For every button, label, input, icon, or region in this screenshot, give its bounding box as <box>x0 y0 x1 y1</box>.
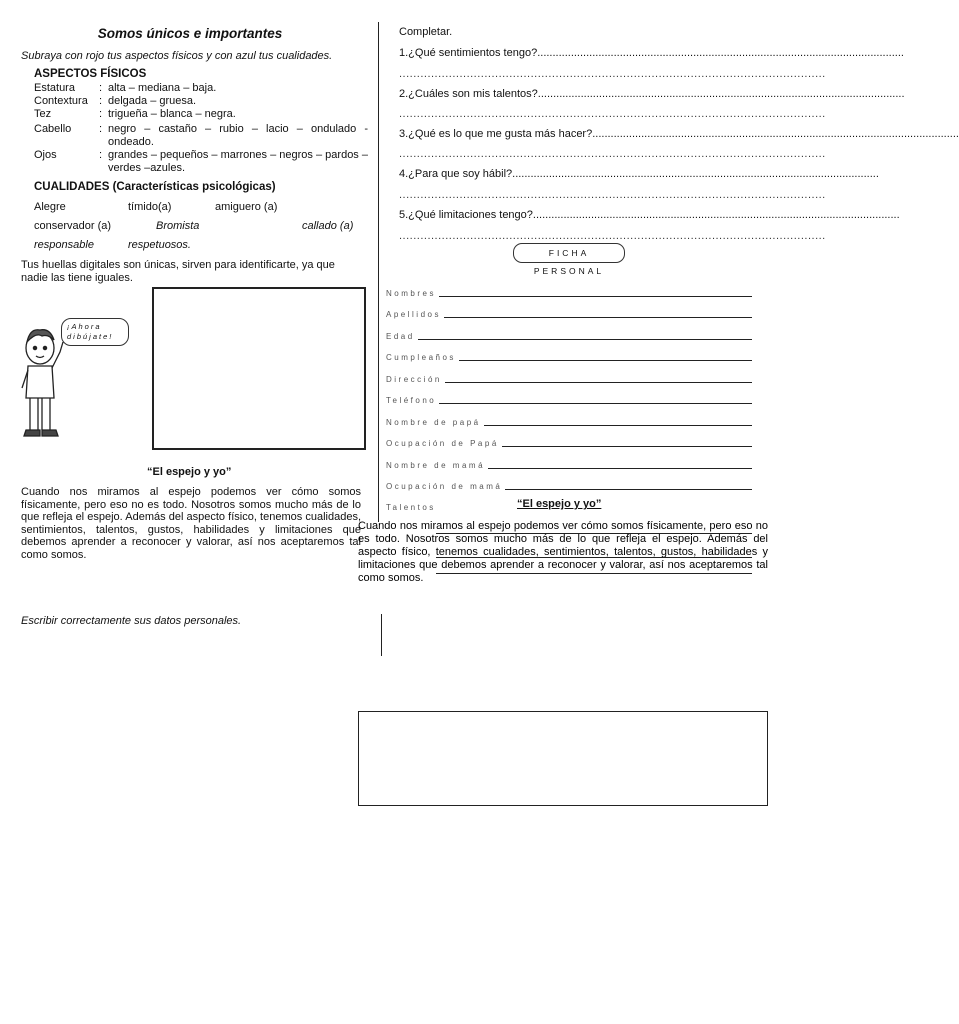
overlap-line <box>436 557 752 558</box>
aspect-row: Ojos : grandes – pequeños – marrones – negros – pardos – verdes –azules. <box>34 149 368 174</box>
mirror-title: “El espejo y yo” <box>147 466 232 478</box>
quality-item: Alegre <box>34 201 66 213</box>
field-label: Apellidos <box>386 310 444 319</box>
field-label: Cumpleaños <box>386 353 459 362</box>
speech-bubble <box>61 318 129 346</box>
question-dots: ........................................................................................................................ <box>537 47 904 59</box>
aspect-value: trigueña – blanca – negra. <box>108 108 236 120</box>
field-ocupacion-papa[interactable] <box>386 434 752 448</box>
answer-line[interactable]: ........................................................................................................................ <box>399 148 826 160</box>
answer-line[interactable]: ........................................................................................................................ <box>399 68 826 80</box>
aspect-label: Cabello <box>34 123 72 135</box>
speech-line: ¡Ahora <box>67 322 102 331</box>
question-dots: ........................................................................................................................ <box>532 209 900 221</box>
field-direccion[interactable] <box>386 370 752 384</box>
fingerprints-text: Tus huellas digitales son únicas, sirven para identificarte, ya que nadie las tiene iguales. <box>21 259 335 284</box>
field-cumpleanos[interactable] <box>386 348 752 362</box>
speech-line: dibújate! <box>67 332 114 341</box>
field-label: Dirección <box>386 375 445 384</box>
field-apellidos[interactable] <box>386 305 752 319</box>
aspect-value: grandes – pequeños – marrones – negros – pardos – verdes –azules. <box>108 149 368 174</box>
page-title: Somos únicos e importantes <box>97 26 283 41</box>
question-dots: ........................................................................................................................ <box>512 168 879 180</box>
field-label: Nombres <box>386 289 439 298</box>
aspect-label: Ojos <box>34 149 57 161</box>
ficha-personal-title: FICHA PERSONAL <box>513 243 625 263</box>
quality-item: conservador (a) <box>34 220 112 232</box>
field-telefono[interactable] <box>386 391 752 405</box>
question-text: 3.¿Qué es lo que me gusta más hacer? <box>399 128 593 140</box>
question-text: 4.¿Para que soy hábil? <box>399 168 513 180</box>
field-label: Nombre de mamá <box>386 461 488 470</box>
field-label: Nombre de papá <box>386 418 484 427</box>
question-dots: ........................................................................................................................ <box>592 128 959 140</box>
quality-item: respetuosos. <box>128 239 191 251</box>
aspect-label: Tez <box>34 108 52 120</box>
field-label: Edad <box>386 332 418 341</box>
column-divider <box>381 614 382 656</box>
column-divider <box>378 22 379 522</box>
drawing-box[interactable] <box>152 287 366 450</box>
aspect-value: delgada – gruesa. <box>108 95 197 107</box>
question-line <box>399 167 879 181</box>
question-text: 2.¿Cuáles son mis talentos? <box>399 88 538 100</box>
field-label: Teléfono <box>386 396 439 405</box>
aspect-row: Cabello : negro – castaño – rubio – lacio – ondulado - ondeado. <box>34 123 368 148</box>
complete-label: Completar. <box>399 26 453 38</box>
field-nombre-papa[interactable] <box>386 413 752 427</box>
answer-box[interactable] <box>358 711 768 806</box>
aspect-row: Estatura : alta – mediana – baja. <box>34 82 368 95</box>
aspect-row: Contextura : delgada – gruesa. <box>34 95 368 108</box>
question-line <box>399 46 904 60</box>
overlap-line <box>436 573 752 574</box>
question-text: 1.¿Qué sentimientos tengo? <box>399 47 538 59</box>
field-ocupacion-mama[interactable] <box>386 477 752 491</box>
overlay-mirror-text: Cuando nos miramos al espejo podemos ver cómo somos físicamente, pero eso no es todo. Nosotros somos mucho más de lo que refleja el espejo. Además del aspecto físico, tenemos cualidades, sentimientos, talentos, gustos, habilidades y limitaciones que debemos aprender a reconocer y valorar, así nos aceptaremos tal como somos. <box>358 520 768 584</box>
question-line <box>399 208 900 222</box>
aspects-heading: ASPECTOS FÍSICOS <box>34 68 147 80</box>
field-nombres[interactable] <box>386 284 752 298</box>
write-instruction: Escribir correctamente sus datos personales. <box>21 615 242 627</box>
field-edad[interactable] <box>386 327 752 341</box>
aspect-value: negro – castaño – rubio – lacio – ondulado - ondeado. <box>108 123 368 148</box>
quality-item: tímido(a) <box>128 201 172 213</box>
field-label: Ocupación de Papá <box>386 439 502 448</box>
question-line <box>399 127 959 141</box>
question-dots: ........................................................................................................................ <box>537 88 905 100</box>
aspect-value: alta – mediana – baja. <box>108 82 217 94</box>
quality-item: responsable <box>34 239 94 251</box>
quality-item: Bromista <box>156 220 200 232</box>
quality-item: callado (a) <box>302 220 354 232</box>
aspect-row: Tez : trigueña – blanca – negra. <box>34 108 368 121</box>
field-label: Ocupación de mamá <box>386 482 505 491</box>
question-line <box>399 87 905 101</box>
field-nombre-mama[interactable] <box>386 456 752 470</box>
answer-line[interactable]: ........................................................................................................................ <box>399 108 826 120</box>
question-text: 5.¿Qué limitaciones tengo? <box>399 209 533 221</box>
qualities-heading: CUALIDADES (Características psicológicas) <box>34 181 276 193</box>
answer-line[interactable]: ........................................................................................................................ <box>399 230 826 242</box>
child-drawing-icon <box>18 322 68 450</box>
overlap-line <box>436 533 752 534</box>
overlay-mirror-title: “El espejo y yo” <box>517 498 602 510</box>
field-label: Talentos <box>386 503 439 512</box>
mirror-text: Cuando nos miramos al espejo podemos ver cómo somos físicamente, pero eso no es todo. Nosotros somos mucho más de lo que refleja el espejo. Además del aspecto físico, tenemos cualidades, sentimientos, talentos, gustos, habilidades y limitaciones que debemos aprender a reconocer y valorar, así nos aceptaremos tal como somos. <box>21 486 361 561</box>
aspect-label: Contextura <box>34 95 88 107</box>
answer-line[interactable]: ........................................................................................................................ <box>399 189 826 201</box>
aspect-label: Estatura <box>34 82 75 94</box>
quality-item: amiguero (a) <box>215 201 278 213</box>
instruction-text: Subraya con rojo tus aspectos físicos y con azul tus cualidades. <box>21 50 333 62</box>
